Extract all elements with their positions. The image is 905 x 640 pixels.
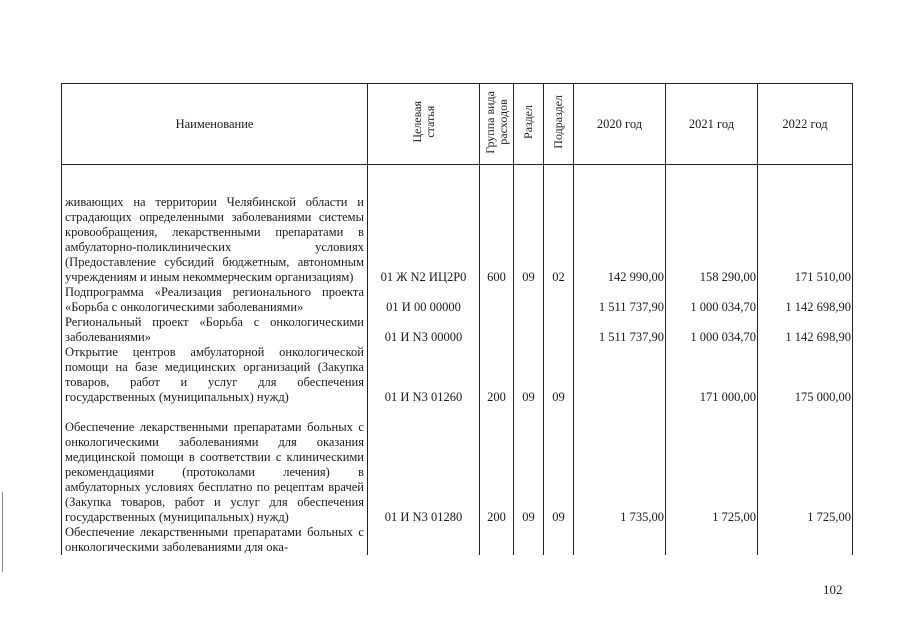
row-value-2020: 1 735,00 bbox=[574, 405, 666, 525]
header-year-2020: 2020 год bbox=[574, 84, 666, 165]
row-value-2021: 1 000 034,70 bbox=[666, 285, 758, 315]
row-value-2022: 171 510,00 bbox=[758, 165, 853, 286]
page-number: 102 bbox=[823, 582, 843, 597]
row-value-2022 bbox=[758, 525, 853, 555]
row-value-2022: 1 725,00 bbox=[758, 405, 853, 525]
row-expense-group: 200 bbox=[480, 405, 514, 525]
row-target-article: 01 И N3 01280 bbox=[368, 405, 480, 525]
row-section bbox=[514, 315, 544, 345]
row-target-article: 01 И N3 00000 bbox=[368, 315, 480, 345]
row-target-article bbox=[368, 525, 480, 555]
row-name: Обеспечение лекарственными препаратами больных с онкологическими заболеваниями для ока- bbox=[62, 525, 368, 555]
row-subsection: 02 bbox=[544, 165, 574, 286]
budget-table bbox=[61, 83, 853, 555]
row-subsection bbox=[544, 525, 574, 555]
row-value-2020 bbox=[574, 345, 666, 405]
row-expense-group: 600 bbox=[480, 165, 514, 286]
table-row bbox=[62, 165, 853, 286]
row-target-article: 01 Ж N2 ИЦ2Р0 bbox=[368, 165, 480, 286]
header-subsection: Подраздел bbox=[544, 84, 574, 165]
row-value-2021 bbox=[666, 525, 758, 555]
row-value-2020: 1 511 737,90 bbox=[574, 315, 666, 345]
header-expense-group: Группа вида расходов bbox=[480, 84, 514, 165]
row-section bbox=[514, 285, 544, 315]
row-subsection bbox=[544, 285, 574, 315]
row-target-article: 01 И N3 01260 bbox=[368, 345, 480, 405]
row-name: живающих на территории Челябинской области и страдающих определенными заболеваниями системы кровообращения, лекарственными препаратами в амбулаторно-поликлинических условиях (Предоставление субсидий бюджетным, автономным учреждениям и иным некоммерческим организациям) bbox=[62, 165, 368, 286]
row-target-article: 01 И 00 00000 bbox=[368, 285, 480, 315]
table-row bbox=[62, 525, 853, 555]
row-value-2021: 1 000 034,70 bbox=[666, 315, 758, 345]
header-target-article: Целевая статья bbox=[368, 84, 480, 165]
row-value-2020: 1 511 737,90 bbox=[574, 285, 666, 315]
row-expense-group bbox=[480, 285, 514, 315]
row-section: 09 bbox=[514, 345, 544, 405]
row-value-2021: 1 725,00 bbox=[666, 405, 758, 525]
table-row bbox=[62, 285, 853, 315]
header-section: Раздел bbox=[514, 84, 544, 165]
row-value-2021: 171 000,00 bbox=[666, 345, 758, 405]
row-value-2020 bbox=[574, 525, 666, 555]
row-subsection: 09 bbox=[544, 345, 574, 405]
row-value-2022: 1 142 698,90 bbox=[758, 315, 853, 345]
row-expense-group: 200 bbox=[480, 345, 514, 405]
row-name: Подпрограмма «Реализация регионального проекта «Борьба с онкологическими заболеваниями» bbox=[62, 285, 368, 315]
row-name: Региональный проект «Борьба с онкологическими заболеваниями» bbox=[62, 315, 368, 345]
row-expense-group bbox=[480, 525, 514, 555]
row-section: 09 bbox=[514, 165, 544, 286]
row-subsection bbox=[544, 315, 574, 345]
table-row bbox=[62, 315, 853, 345]
scan-edge-mark bbox=[2, 492, 3, 572]
row-value-2022: 175 000,00 bbox=[758, 345, 853, 405]
header-year-2022: 2022 год bbox=[758, 84, 853, 165]
row-value-2022: 1 142 698,90 bbox=[758, 285, 853, 315]
header-name: Наименование bbox=[62, 84, 368, 165]
row-expense-group bbox=[480, 315, 514, 345]
table-row bbox=[62, 345, 853, 405]
row-value-2020: 142 990,00 bbox=[574, 165, 666, 286]
row-name: Открытие центров амбулаторной онкологической помощи на базе медицинских организаций (Закупка товаров, работ и услуг для обеспечения государственных (муниципальных) нужд) bbox=[62, 345, 368, 405]
row-section: 09 bbox=[514, 405, 544, 525]
row-name: Обеспечение лекарственными препаратами больных с онкологическими заболеваниями для оказания медицинской помощи в соответствии с клиническими рекомендациями (протоколами лечения) в амбулаторных условиях бесплатно по рецептам врачей (Закупка товаров, работ и услуг для обеспечения государственных (муниципальных) нужд) bbox=[62, 405, 368, 525]
table-row bbox=[62, 405, 853, 525]
row-section bbox=[514, 525, 544, 555]
row-value-2021: 158 290,00 bbox=[666, 165, 758, 286]
row-subsection: 09 bbox=[544, 405, 574, 525]
header-year-2021: 2021 год bbox=[666, 84, 758, 165]
table-header-row bbox=[62, 84, 853, 165]
